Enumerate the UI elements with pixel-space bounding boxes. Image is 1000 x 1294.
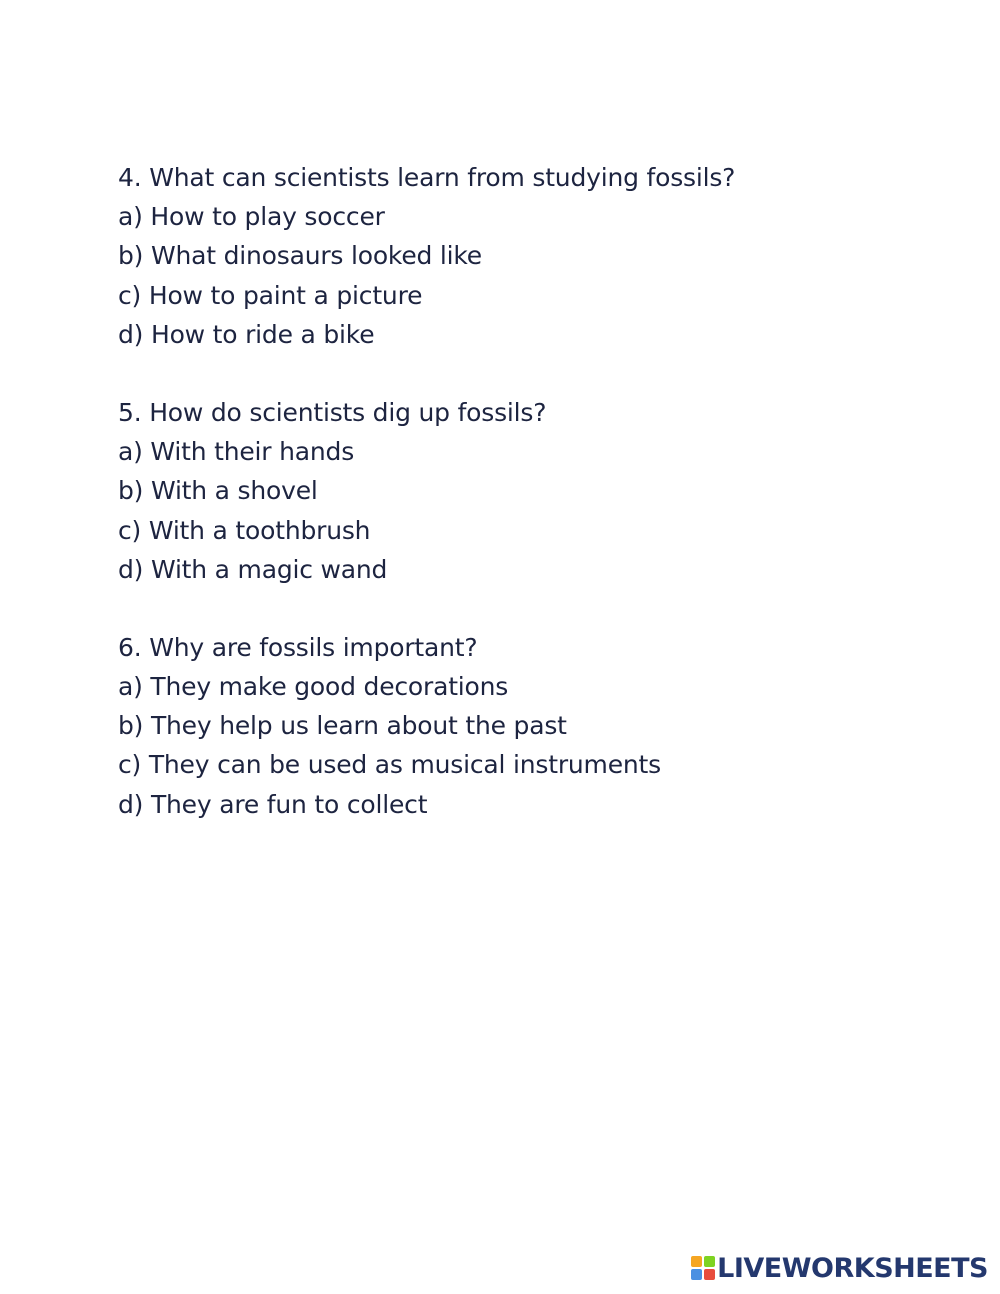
question-6-option-b: b) They help us learn about the past bbox=[118, 711, 567, 741]
question-6-option-d: d) They are fun to collect bbox=[118, 789, 428, 819]
question-6-option-a: a) They make good decorations bbox=[118, 672, 509, 702]
question-5-option-b: b) With a shovel bbox=[118, 476, 318, 506]
question-4-prompt: 4. What can scientists learn from studying fossils? bbox=[118, 163, 736, 192]
question-6 bbox=[118, 628, 918, 824]
question-5-option-c: c) With a toothbrush bbox=[118, 515, 371, 545]
question-5-option-a: a) With their hands bbox=[118, 437, 355, 467]
question-6-prompt: 6. Why are fossils important? bbox=[118, 632, 478, 662]
question-6-option-c: c) They can be used as musical instruments bbox=[118, 750, 661, 780]
question-4 bbox=[118, 158, 918, 354]
worksheet-content bbox=[118, 158, 918, 863]
brand-wordmark: LIVEWORKSHEETS bbox=[717, 1252, 988, 1284]
question-5 bbox=[118, 393, 918, 589]
question-5-prompt: 5. How do scientists dig up fossils? bbox=[118, 397, 547, 427]
question-4-option-b: b) What dinosaurs looked like bbox=[118, 241, 482, 271]
question-4-option-c: c) How to paint a picture bbox=[118, 280, 423, 310]
liveworksheets-logo-icon bbox=[691, 1256, 715, 1280]
question-5-option-d: d) With a magic wand bbox=[118, 554, 388, 584]
liveworksheets-branding bbox=[691, 1252, 988, 1284]
question-4-option-a: a) How to play soccer bbox=[118, 202, 385, 232]
question-4-option-d: d) How to ride a bike bbox=[118, 319, 375, 349]
